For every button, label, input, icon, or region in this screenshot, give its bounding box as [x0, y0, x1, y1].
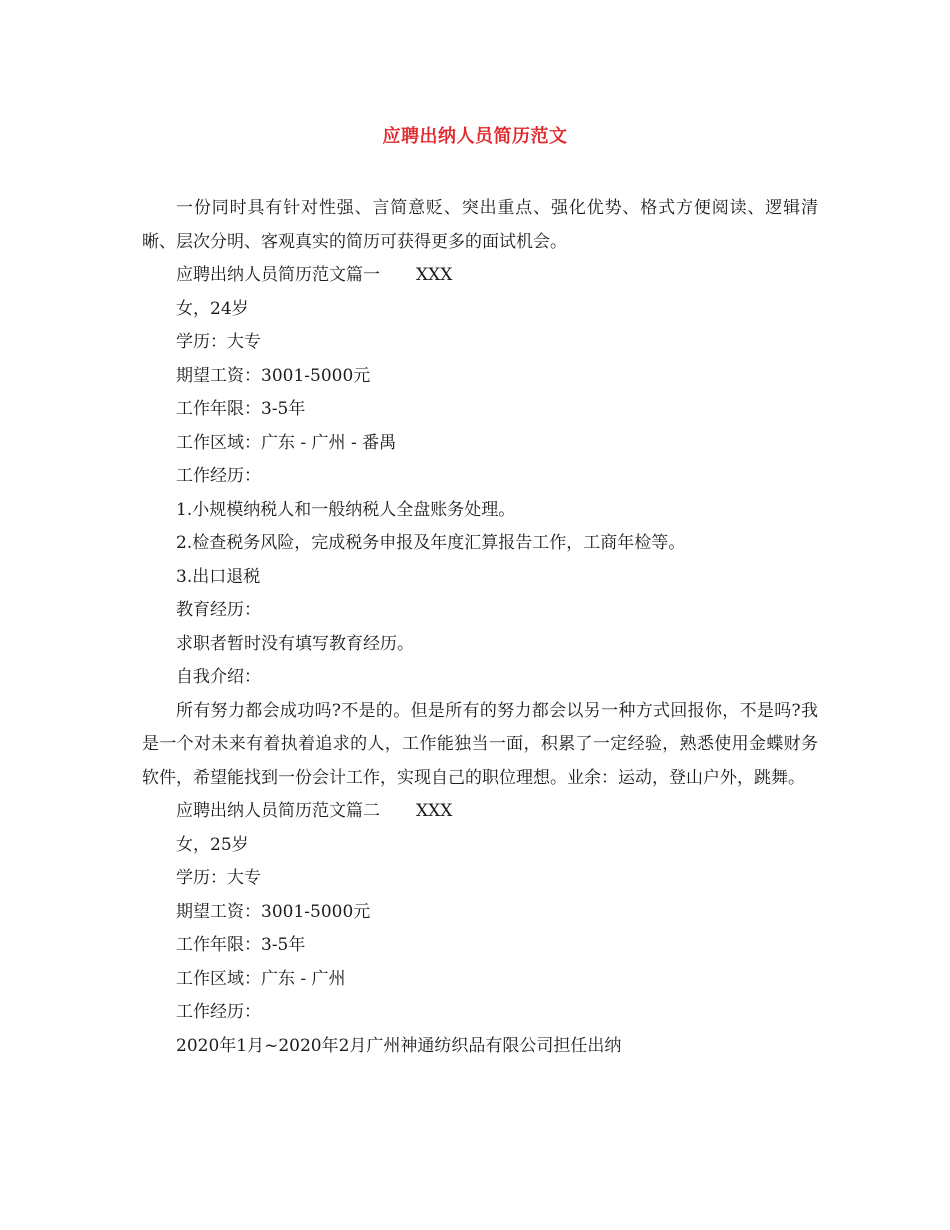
resume1-work-item: 1.小规模纳税人和一般纳税人全盘账务处理。: [176, 499, 516, 520]
resume1-region: 工作区域：广东 - 广州 - 番禺: [176, 432, 397, 453]
resume1-education: 学历：大专: [176, 332, 261, 352]
resume1-heading-line: [142, 259, 818, 293]
resume1-heading: 应聘出纳人员简历范文篇一: [176, 265, 380, 285]
resume1-edu-label: 教育经历：: [176, 600, 261, 620]
document-body: [142, 192, 818, 1063]
resume2-region: 工作区域：广东 - 广州: [176, 968, 346, 989]
document-title: 应聘出纳人员简历范文: [382, 126, 568, 147]
resume1-self-label: 自我介绍：: [176, 667, 261, 687]
resume2-heading-line: [142, 795, 818, 829]
intro-paragraph: 一份同时具有针对性强、言简意贬、突出重点、强化优势、格式方便阅读、逻辑清晰、层次分明、客观真实的简历可获得更多的面试机会。: [142, 198, 818, 252]
resume2-work-item: 2020年1月~2020年2月广州神通纺织品有限公司担任出纳: [176, 1035, 622, 1056]
resume1-edu-text: 求职者暂时没有填写教育经历。: [176, 633, 414, 654]
resume2-gender-age: 女，25岁: [176, 834, 249, 855]
resume2-work-label: 工作经历：: [176, 1002, 261, 1022]
resume1-gender-age: 女，24岁: [176, 298, 249, 319]
resume2-salary: 期望工资：3001-5000元: [176, 901, 371, 922]
resume2-years: 工作年限：3-5年: [176, 935, 306, 955]
resume1-work-item: 2.检查税务风险，完成税务申报及年度汇算报告工作，工商年检等。: [176, 533, 686, 553]
resume2-heading: 应聘出纳人员简历范文篇二: [176, 801, 380, 821]
resume1-name: XXX: [416, 265, 453, 285]
resume1-work-item: 3.出口退税: [176, 566, 261, 587]
resume1-work-label: 工作经历：: [176, 466, 261, 486]
resume2-name: XXX: [416, 801, 453, 821]
resume1-self-text: 所有努力都会成功吗?不是的。但是所有的努力都会以另一种方式回报你，不是吗?我是一个对未来有着执着追求的人，工作能独当一面，积累了一定经验，熟悉使用金蝶财务软件，希望能找到一份会计工作，实现自己的职位理想。业余：运动，登山户外，跳舞。: [142, 700, 818, 788]
resume2-education: 学历：大专: [176, 868, 261, 888]
resume1-salary: 期望工资：3001-5000元: [176, 365, 371, 386]
resume1-years: 工作年限：3-5年: [176, 399, 306, 419]
